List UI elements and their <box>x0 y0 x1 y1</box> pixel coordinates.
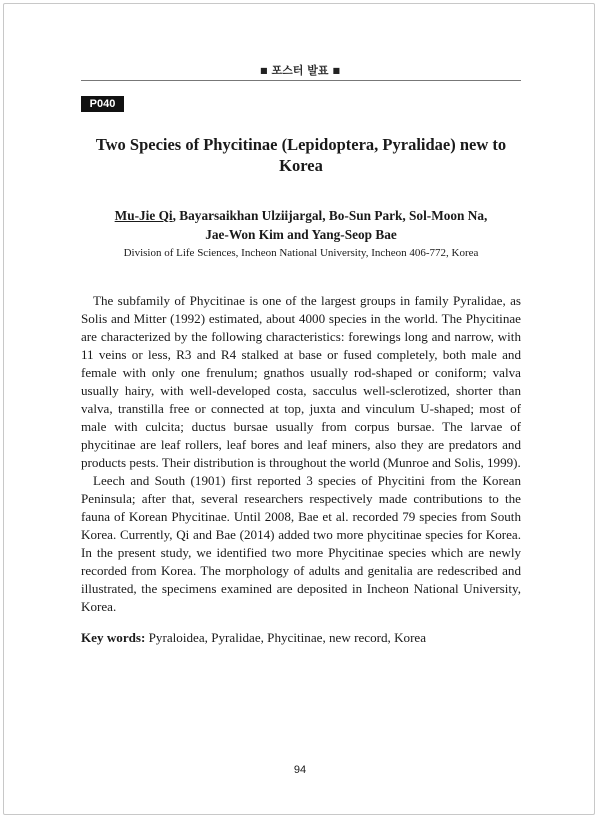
abstract-paragraph: The subfamily of Phycitinae is one of the largest groups in family Pyralidae, as Solis and Mitter (1992) estimated, about 4000 species in the world. The Phycitinae are characterized by the following characteristics: forewings long and narrow, with 11 veins or less, R3 and R4 stalked at base or fused completely, both male and female with only one frenulum; gnathos usually rod-shaped or coniform; valva usually hairy, with well-developed costa, sacculus well-sclerotized, shorter than valva, transtilla free or connected at top, juxta and vinculum U-shaped; most of male with culcita; ductus bursae usually from corpus bursae. The larvae of phycitinae are leaf rollers, leaf bores and leaf miners, also they are predators and products pests. Their distribution is throughout the world (Munroe and Solis, 1999). <box>81 293 521 470</box>
square-bullet-icon: ■ <box>332 66 341 75</box>
page-number: 94 <box>293 764 307 776</box>
affiliation: Division of Life Sciences, Incheon National University, Incheon 406-772, Korea <box>123 247 479 259</box>
co-authors-1: , Bayarsaikhan Ulziijargal, Bo-Sun Park, Sol-Moon Na, <box>172 208 488 223</box>
author-line-1 <box>81 206 521 225</box>
author-line-2: Jae-Won Kim and Yang-Seop Bae <box>205 227 397 242</box>
keywords <box>81 629 521 647</box>
paper-title: Two Species of Phycitinae (Lepidoptera, Pyralidae) new to Korea <box>95 135 507 175</box>
square-bullet-icon: ■ <box>259 66 268 75</box>
section-title: 포스터 발표 <box>271 64 329 77</box>
author-list <box>81 206 521 244</box>
abstract-body <box>81 292 521 616</box>
keywords-list: Pyraloidea, Pyralidae, Phycitinae, new record, Korea <box>145 630 427 645</box>
abstract-paragraph: Leech and South (1901) first reported 3 species of Phycitini from the Korean Peninsula; after that, several researchers respectively made contributions to the fauna of Korean Phycitinae. Until 2008, Bae et al. recorded 79 species from South Korea. Currently, Qi and Bae (2014) added two more phycitinae species for Korea. In the present study, we identified two more Phycitinae species which are newly recorded from Korea. The morphology of adults and genitalia are redescribed and illustrated, the specimens examined are deposited in Incheon National University, Korea. <box>81 473 521 614</box>
presenting-author: Mu-Jie Qi <box>114 208 173 223</box>
keywords-label: Key words: <box>81 630 146 645</box>
header-divider <box>81 80 521 81</box>
poster-id-badge: P040 <box>81 96 124 112</box>
section-header <box>0 62 600 78</box>
